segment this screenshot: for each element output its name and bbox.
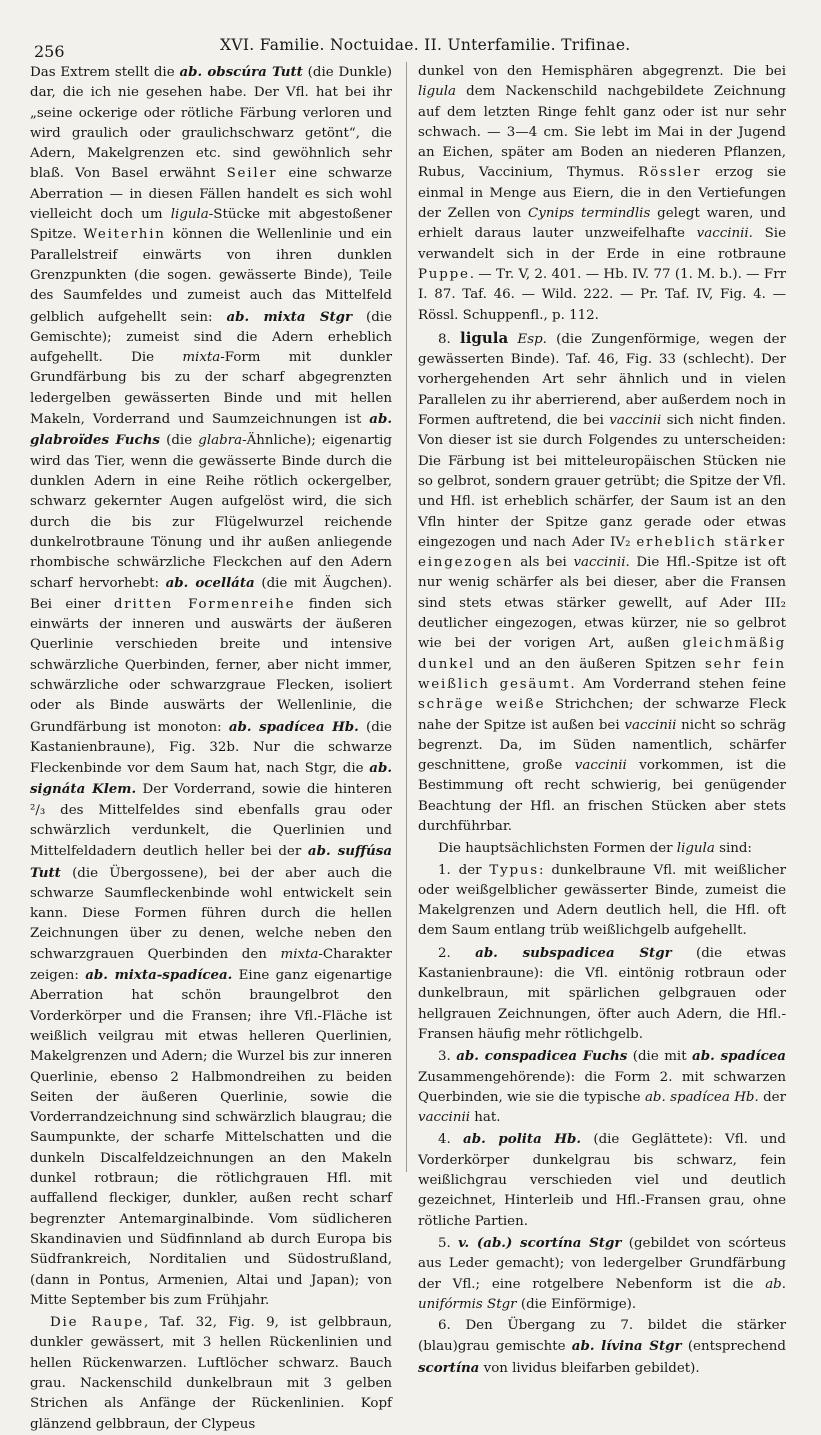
spaced-term: sehr fein weißlich gesäumt	[418, 656, 786, 692]
aberration-name: ab. signáta Klem.	[30, 760, 392, 798]
spaced-term: Typus	[489, 862, 539, 878]
aberration-name: ab. spadícea Hb.	[644, 1089, 759, 1105]
right-column	[418, 62, 786, 1379]
aberration-name: ab. glabroïdes Fuchs	[30, 411, 392, 449]
spaced-term: Die Raupe	[50, 1315, 145, 1331]
spaced-term: gleichmäßig dunkel	[418, 636, 786, 672]
left-column	[30, 62, 392, 1435]
author-abbrev: Esp.	[508, 331, 547, 347]
left-paragraph-2: Die Raupe, Taf. 32, Fig. 9, ist gelbbraun, dunkler gewässert, mit 3 hellen Rückenlinien und hellen Rückenwarzen. Luftlöcher schwarz. Bauch grau. Nackenschild dunkelbraun mit 3 gelben Strichen als Anfänge der Rückenlinien. Kopf glänzend gelbbraun, der Clypeus	[30, 1315, 392, 1432]
species-ref: vaccinii.	[573, 555, 630, 571]
right-paragraph-1: dunkel von den Hemisphären abgegrenzt. Die bei ligula dem Nackenschild nachgebildete Zeichnung auf dem letzten Ringe fehlt ganz oder ist nur sehr schwach. — 3—4 cm. Sie lebt im Mai in der Jugend an Eichen, später am Boden an niederen Pflanzen, Rubus, Vaccinium, Thymus. Rössler erzog sie einmal in Menge aus Eiern, die in den Vertiefungen der Zellen von Cynips termindlis gelegt waren, und erhielt daraus lauter unzweifelhafte vaccinii. Sie verwandelt sich in der Erde in eine rotbraune Puppe. — Tr. V, 2. 401. — Hb. IV. 77 (1. M. b.). — Frr I. 87. Taf. 46. — Wild. 222. — Pr. Taf. IV, Fig. 4. — Rössl. Schuppenfl., p. 112.	[418, 64, 787, 323]
form-ref: glabra	[198, 433, 243, 449]
aberration-name: ab. mixta-spadícea.	[85, 967, 233, 984]
form-item-4: 4. ab. polita Hb. (die Geglättete): Vfl. und Vorderkörper dunkelgrau bis schwarz, fein weißlichgrau verschieden viel und deutlich gezeichnet, Hinterleib und Hfl.-Fransen grau, ohne rötliche Partien.	[418, 1131, 786, 1229]
species-entry-ligula: 8. ligula Esp. (die Zungenförmige, wegen der gewässerten Binde). Taf. 46, Fig. 33 (schlecht). Der vorhergehenden Art sehr ähnlich und in vielen Parallelen zu ihr aberrierend, aber außerdem noch in Formen auftretend, die bei vaccinii sich nicht finden. Von dieser ist sie durch Folgendes zu unterscheiden: Die Färbung ist bei mitteleuropäischen Stücken nie so gelbrot, sondern grauer getrübt; die Spitze der Vfl. und Hfl. ist erheblich schärfer, der Saum ist an den Vfln hinter der Spitze ganz gerade oder etwas eingezogen und nach Ader IV₂ erheblich stärker eingezogen als bei vaccinii. Die Hfl.-Spitze ist oft nur wenig schärfer als bei dieser, aber die Fransen sind stets etwas stärker gewellt, auf Ader III₂ deutlicher eingezogen, etwas kürzer, nie so gelbrot wie bei der vorigen Art, außen gleichmäßig dunkel und an den äußeren Spitzen sehr fein weißlich gesäumt. Am Vorderrand stehen feine schräge weiße Strichchen; der schwarze Fleck nahe der Spitze ist außen bei vaccinii nicht so schräg begrenzt. Da, im Süden namentlich, schärfer geschnittene, große vaccinii vorkommen, ist die Bestimmung oft recht schwierig, bei genügender Beachtung der Hfl. an frischen Stücken aber stets durchführbar.	[418, 328, 787, 834]
page-header	[30, 32, 790, 60]
aberration-name: v. (ab.) scortína Stgr	[458, 1234, 622, 1251]
aberration-name: ab. subspadicea Stgr	[475, 944, 672, 961]
forms-intro: Die hauptsächlichsten Formen der ligula sind:	[438, 841, 752, 857]
aberration-name: ab. polita Hb.	[463, 1131, 582, 1148]
form-ref: mixta	[280, 946, 319, 962]
left-paragraph-1: Das Extrem stellt die ab. obscúra Tutt (die Dunkle) dar, die ich nie gesehen habe. Der Vfl. hat bei ihr „seine ockerige oder rötliche Färbung verloren und wird graulich oder graulichschwarz getönt“, die Adern, Makelgrenzen etc. sind gewöhnlich sehr blaß. Von Basel erwähnt Seiler eine schwarze Aberration — in diesen Fällen handelt es sich wohl vielleicht doch um ligula-Stücke mit abgestoßener Spitze. Weiterhin können die Wellenlinie und ein Parallelstreif einwärts von ihren dunklen Grenzpunkten (die sogen. gewässerte Binde), Teile des Saumfeldes und zumeist auch das Mittelfeld gelblich aufgehellt sein: ab. mixta Stgr (die Gemischte); zumeist sind die Adern erheblich aufgehellt. Die mixta-Form mit dunkler Grundfärbung bis zu der scharf abgegrenzten ledergelben gewässerten Binde und mit hellen Makeln, Vorderrand und Saumzeichnungen ist ab. glabroïdes Fuchs (die glabra-Ähnliche); eigenartig wird das Tier, wenn die gewässerte Binde durch die dunklen Adern in eine Reihe rötlich ockergelber, schwarz gekernter Augen aufgelöst wird, die sich durch die bis zur Flügelwurzel reichende dunkelrotbraune Tönung und ihr außen anliegende rhombische schwärzliche Fleckchen auf den Adern scharf hervorhebt: ab. ocelláta (die mit Äugchen). Bei einer dritten Formenreihe finden sich einwärts der inneren und auswärts der äußeren Querlinie verschieden breite und intensive schwärzliche Querbinden, ferner, aber nicht immer, schwärzliche oder schwarzgraue Flecken, isoliert oder als Binde auswärts der Wellenlinie, die Grundfärbung ist monoton: ab. spadícea Hb. (die Kastanienbraune), Fig. 32b. Nur die schwarze Fleckenbinde vor dem Saum hat, nach Stgr, die ab. signáta Klem. Der Vorderrand, sowie die hinteren ²/₃ des Mittelfeldes sind ebenfalls grau oder schwärzlich verdunkelt, die Querlinien und Mittelfeldadern deutlich heller bei der ab. suffúsa Tutt (die Übergossene), bei der aber auch die schwarze Saumfleckenbinde wohl entwickelt sein kann. Diese Formen führen durch die hellen Zeichnungen über zu denen, welche neben den schwarzgrauen Querbinden den mixta-Charakter zeigen: ab. mixta-spadícea. Eine ganz eigenartige Aberration hat schön braungelbrot den Vorderkörper und die Fransen; ihre Vfl.-Fläche ist weißlich veilgrau mit etwas helleren Querlinien, Makelgrenzen und Adern; die Wurzel bis zur inneren Querlinie, ebenso 2 Halbmondreihen zu beiden Seiten der äußeren Querlinie, sowie die Vorderrandzeichnung sind schwärzlich blaugrau; die Saumpunkte, der scharfe Mittelschatten und die dunkeln Discalfeldzeichnungen an den Makeln dunkel rotbraun; die rötlichgrauen Hfl. mit auffallend fleckiger, dunkler, außen recht scharf begrenzter Antemarginalbinde. Vom südlicheren Skandinavien und Südfinnland ab durch Europa bis Südfrankreich, Norditalien und Südostrußland, (dann in Pontus, Armenien, Altai und Japan); von Mitte September bis zum Frühjahr.	[30, 64, 393, 1308]
form-ref: mixta	[182, 350, 221, 366]
author-name: Seiler	[226, 166, 278, 182]
aberration-name: ab. suffúsa Tutt	[30, 843, 392, 881]
species-ref: vaccinii	[574, 758, 627, 774]
species-ref: ligula	[676, 841, 715, 857]
aberration-name: ab. spadícea	[692, 1048, 786, 1065]
species-ref: vaccinii	[418, 1110, 471, 1126]
form-item-3: 3. ab. conspadicea Fuchs (die mit ab. spadícea Zusammengehörende): die Form 2. mit schwarzen Querbinden, wie sie die typische ab. spadícea Hb. der vaccinii hat.	[418, 1048, 786, 1126]
aberration-name: ab. ocelláta	[165, 575, 255, 592]
species-heading: ligula	[460, 328, 509, 347]
aberration-name: ab. conspadicea Fuchs	[456, 1048, 628, 1065]
species-ref: vaccinii.	[696, 226, 753, 242]
form-ref: scortína	[418, 1359, 480, 1376]
form-item-1: 1. der Typus: dunkelbraune Vfl. mit weißlicher oder weißgelblicher gewässerter Binde, zumeist die Makelgrenzen und Adern deutlich hell, die Hfl. oft dem Saum entlang trüb weißlichgelb aufgehellt.	[418, 862, 787, 939]
species-ref: Cynips termindlis	[528, 206, 651, 222]
form-item-2: 2. ab. subspadicea Stgr (die etwas Kastanienbraune): die Vfl. eintönig rotbraun oder dunkelbraun, mit spärlichen gelbgrauen oder hellgrauen Zeichnungen, öfter auch Adern, die Hfl.-Fransen häufig mehr rötlichgelb.	[418, 944, 786, 1042]
species-ref: ligula	[170, 207, 209, 223]
aberration-name: ab. mixta Stgr	[226, 308, 353, 325]
aberration-name: ab. spadícea Hb.	[228, 718, 359, 735]
spaced-term: Weiterhin	[83, 227, 166, 243]
form-item-6: 6. Den Übergang zu 7. bildet die stärker (blau)grau gemischte ab. lívina Stgr (entsprechend scortína von lividus bleifarben gebildet).	[418, 1318, 786, 1376]
spaced-term: schräge weiße	[418, 697, 546, 713]
spaced-term: dritten Formenreihe	[113, 596, 296, 612]
column-divider	[406, 62, 407, 1172]
page-number: 256	[34, 42, 65, 61]
form-item-5: 5. v. (ab.) scortína Stgr (gebildet von scórteus aus Leder gemacht); von ledergelber Grundfärbung der Vfl.; eine rotgelbere Nebenform ist die ab. unifórmis Stgr (die Einförmige).	[418, 1234, 786, 1312]
spaced-term: Puppe	[418, 266, 470, 282]
species-ref: vaccinii	[624, 717, 677, 733]
spaced-term: erheblich stärker eingezogen	[418, 534, 787, 571]
running-head: XVI. Familie. Noctuidae. II. Unterfamilie. Trifinae.	[220, 36, 631, 54]
species-ref: ligula	[418, 84, 457, 100]
aberration-name: ab. obscúra Tutt	[179, 64, 303, 80]
author-name: Rössler	[638, 165, 702, 181]
aberration-name: ab. lívina Stgr	[571, 1338, 682, 1355]
aberration-name: ab. unifórmis Stgr	[418, 1276, 786, 1312]
species-ref: vaccinii	[609, 413, 662, 429]
